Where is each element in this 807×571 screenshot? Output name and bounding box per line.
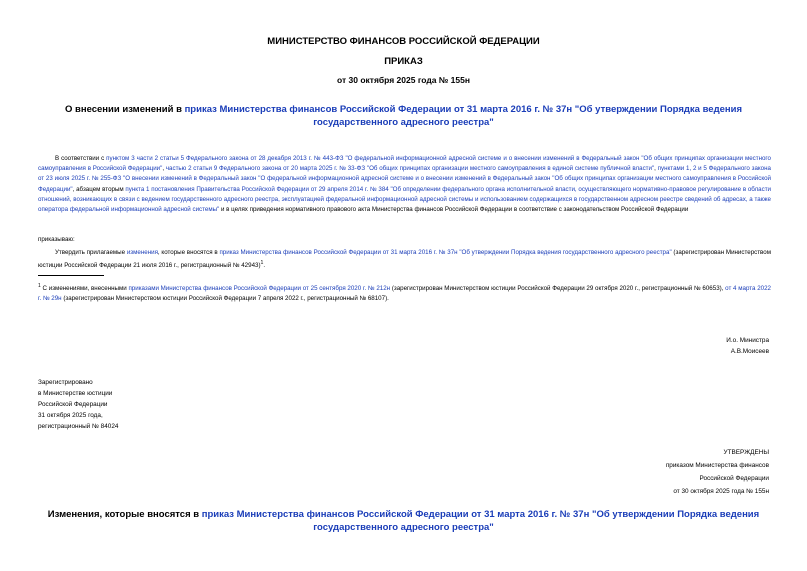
preamble-link-255fz[interactable]: пунктами 1, 2 и 5 Федерального закона от 23 июля 2025 г. № 255-ФЗ "О внесении изменений в Федеральный закон "О федеральной информационной адресной системе и о внесении изменений в Федеральный закон "Об общих принципах организации местного самоуправления в Российской Федерации" (38, 165, 771, 193)
preamble-link-33fz[interactable]: частью 2 статьи 9 Федерального закона от 20 марта 2025 г. № 33-ФЗ "Об общих принципах организации местного самоуправления в единой системе публичной власти" (165, 165, 655, 173)
footnote-text-2: (зарегистрирован Министерством юстиции Российской Федерации 29 октября 2020 г., регистрационный № 60653), (390, 285, 726, 293)
registration-block (38, 377, 118, 432)
document-title (40, 103, 767, 129)
approve-text-4: . (263, 262, 266, 270)
preamble-text-4: , абзацем вторым (72, 185, 126, 193)
preamble-link-443fz[interactable]: пунктом 3 части 2 статьи 5 Федерального закона от 28 декабря 2013 г. № 443-ФЗ "О федеральной информационной адресной системе и о внесении изменений в Федеральный закон "Об общих принципах организации местного самоуправления в Российской Федерации" (38, 155, 771, 173)
registration-line-5: регистрационный № 84024 (38, 423, 119, 430)
preamble-text-3: , (654, 165, 658, 173)
registration-line-2: в Министерстве юстиции (38, 390, 113, 397)
footnote-text-1: С изменениями, внесенными (42, 285, 129, 293)
preamble-text-2: , (162, 165, 166, 173)
footnote-link-212n[interactable]: приказами Министерства финансов Российской Федерации от 25 сентября 2020 г. № 212н (128, 285, 391, 293)
footnote-text-3: (зарегистрирован Министерством юстиции Российской Федерации 7 апреля 2022 г., регистрационный № 68107). (61, 295, 389, 303)
approved-line-3: Российской Федерации (699, 475, 769, 482)
approve-order-link[interactable]: приказ Министерства финансов Российской Федерации от 31 марта 2016 г. № 37н "Об утверждении Порядка ведения государственного адресного реестра" (219, 249, 672, 256)
registration-line-3: Российской Федерации (38, 401, 108, 408)
preamble-text-5: и в целях приведения нормативного правового акта Министерства финансов Российской Федерации в соответствие с законодательством Российской Федерации (219, 206, 689, 214)
approved-line-1: УТВЕРЖДЕНЫ (723, 449, 769, 456)
signatory-name: А.В.Моисеев (730, 348, 769, 355)
signatory-position: И.о. Министра (726, 337, 769, 344)
document-type: ПРИКАЗ (384, 56, 423, 67)
ministry-name: МИНИСТЕРСТВО ФИНАНСОВ РОССИЙСКОЙ ФЕДЕРАЦИИ (267, 36, 540, 47)
approve-changes-link[interactable]: изменения (126, 249, 158, 256)
approved-line-2: приказом Министерства финансов (665, 462, 769, 469)
approved-line-4: от 30 октября 2025 года № 155н (673, 488, 769, 495)
registration-line-4: 31 октября 2025 года, (38, 412, 103, 419)
approve-text-2: , которые вносятся в (157, 249, 220, 256)
approved-block (666, 446, 769, 498)
registration-line-1: Зарегистрировано (38, 379, 93, 386)
changes-title (40, 508, 767, 534)
footnote-ref[interactable]: 1 (260, 260, 264, 267)
title-prefix: О внесении изменений в (64, 104, 185, 115)
footnote (38, 281, 771, 304)
preamble-link-384[interactable]: пункта 1 постановления Правительства Российской Федерации от 29 апреля 2014 г. № 384 "Об определении федерального органа исполнительной власти, осуществляющего нормативно-правовое регулирование в области отношений, возникающих в связи с ведением государственного адресного реестра, эксплуатацией федеральной информационной адресной системы и использованием содержащихся в государственном адресном реестре сведений об адресах, а также оператора федеральной информационной адресной системы" (38, 185, 772, 214)
approve-paragraph (38, 248, 771, 271)
orders-word: приказываю: (38, 236, 75, 243)
approve-text-1: Утвердить прилагаемые (55, 249, 127, 256)
document-date-number: от 30 октября 2025 года № 155н (337, 75, 470, 85)
changes-order-link[interactable]: приказ Министерства финансов Российской Федерации от 31 марта 2016 г. № 37н "Об утверждении Порядка ведения государственного адресного реестра" (201, 509, 760, 533)
changes-title-prefix: Изменения, которые вносятся в (47, 509, 202, 520)
preamble-text-1: В соответствии с (55, 155, 107, 162)
footnote-divider (38, 275, 104, 276)
signature-block (726, 335, 769, 357)
preamble-paragraph (38, 154, 771, 215)
footnote-link-29n[interactable]: от 4 марта 2022 г. № 29н (38, 285, 771, 303)
approve-text-3: (зарегистрирован Министерством юстиции Российской Федерации 21 июля 2016 г., регистрационный № 42943) (38, 249, 771, 270)
title-order-link[interactable]: приказ Министерства финансов Российской Федерации от 31 марта 2016 г. № 37н "Об утверждении Порядка ведения государственного адресного реестра" (184, 104, 743, 128)
footnote-number: 1 (38, 283, 41, 289)
